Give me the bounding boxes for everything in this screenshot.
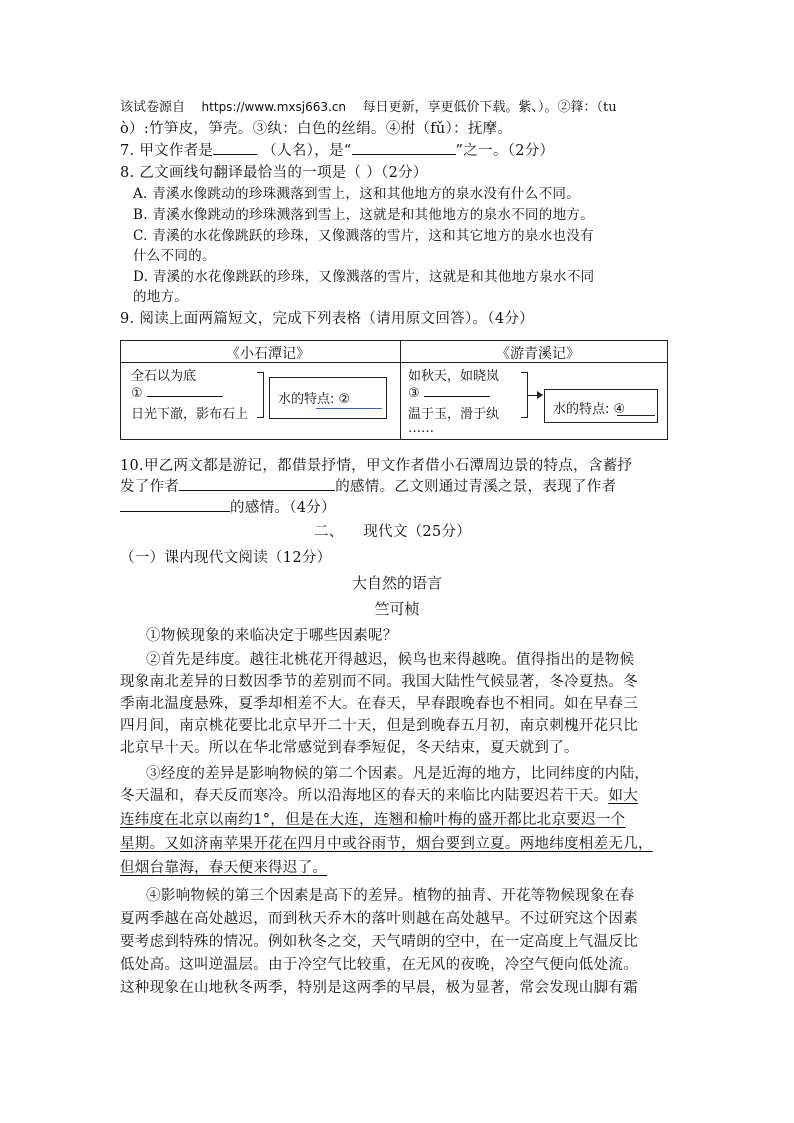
q7-part-c: ”之一。（2分） bbox=[455, 143, 555, 159]
article-title: 大自然的语言 bbox=[351, 574, 442, 592]
question-8-stem: 8. 乙文画线句翻译最恰当的一项是（ ）（2分） bbox=[120, 165, 428, 181]
article-author: 竺可桢 bbox=[374, 600, 420, 618]
table-divider bbox=[400, 341, 401, 439]
paragraph-4-line-4: 低处高。这叫逆温层。由于冷空气比较重，在无风的夜晚，冷空气便向低处流。 bbox=[120, 957, 638, 973]
q8-option-a[interactable]: A. 青溪水像跳动的珍珠溅落到雪上，这和其他地方的泉水没有什么不同。 bbox=[133, 186, 581, 202]
table-header-right: 《游青溪记》 bbox=[496, 346, 580, 362]
right-item-1: 如秋天，如晓岚 bbox=[408, 369, 500, 384]
q8-option-d-cont: 的地方。 bbox=[133, 289, 189, 305]
q8-option-c[interactable]: C. 青溪的水花像跳跃的珍珠，又像溅落的雪片，这和其它地方的泉水也没有 bbox=[133, 228, 594, 244]
paragraph-2-line-2: 现象南北差异的日数因季节的差别而不同。我国大陆性气候显著，冬冷夏热。冬 bbox=[120, 674, 638, 690]
q7-part-a: 7. 甲文作者是 bbox=[120, 143, 214, 159]
q7-part-b: （人名），是“ bbox=[262, 143, 352, 159]
q10-text-b: 的感情。乙文则通过青溪之景，表现了作者 bbox=[335, 479, 617, 495]
question-10-line3 bbox=[120, 496, 336, 517]
p3-plain: 冬天温和，春天反而寒冷。所以沿海地区的春天的来临比内陆要迟若干天。 bbox=[120, 788, 609, 804]
table-header-left: 《小石潭记》 bbox=[226, 346, 310, 362]
section-heading: 二、 现代文（25分） bbox=[314, 524, 472, 540]
source-prefix: 该试卷源自 bbox=[120, 100, 186, 115]
source-note: 每日更新，享更低价下载。紫、）。②箨：（tu bbox=[362, 100, 617, 115]
question-7 bbox=[120, 139, 554, 160]
question-9-stem: 9. 阅读上面两篇短文，完成下列表格（请用原文回答）。（4分） bbox=[120, 311, 534, 327]
q8-option-d[interactable]: D. 青溪的水花像跳跃的珍珠，又像溅落的雪片，这就是和其他地方泉水不同 bbox=[133, 269, 595, 285]
blank-3[interactable] bbox=[424, 384, 490, 397]
paragraph-2-line-4: 四月间，南京桃花要比北京早开二十天，但是到晚春五月初，南京刺槐开花只比 bbox=[120, 718, 638, 734]
right-answer-box bbox=[544, 389, 658, 423]
paragraph-2-line-3: 季南北温度悬殊，夏季却相差不大。在春天，早春跟晚春也不相同。如在早春三 bbox=[120, 696, 638, 712]
p3-underlined-start: 如大 bbox=[608, 788, 639, 804]
paragraph-2-line-1: ②首先是纬度。越往北桃花开得越迟，候鸟也来得越晚。值得指出的是物候 bbox=[146, 652, 635, 668]
q7-blank-name[interactable] bbox=[213, 140, 257, 155]
table-header-rule bbox=[121, 362, 667, 363]
left-answer-box bbox=[269, 377, 387, 419]
paragraph-4-line-5: 这种现象在山地秋冬两季，特别是这两季的早晨，极为显著，常会发现山脚有霜 bbox=[120, 980, 638, 996]
source-url[interactable]: https://www.mxsj663.cn bbox=[201, 100, 347, 114]
q10-blank-2[interactable] bbox=[120, 497, 230, 512]
paragraph-1: ①物候现象的来临决定于哪些因素呢？ bbox=[146, 628, 398, 644]
q8-option-c-cont: 什么不同的。 bbox=[133, 248, 216, 264]
question-10-line2 bbox=[120, 475, 616, 496]
left-item-2: ① bbox=[131, 384, 223, 401]
paragraph-3-line-2 bbox=[120, 784, 638, 805]
right-box-label: 水的特点: ④ bbox=[553, 402, 626, 417]
left-bracket bbox=[257, 372, 264, 418]
blank-4[interactable] bbox=[617, 415, 655, 416]
paragraph-4-line-1: ④影响物候的第三个因素是高下的差异。植物的抽青、开花等物候现象在春 bbox=[146, 888, 635, 904]
paragraph-3-line-1: ③经度的差异是影响物候的第二个因素。凡是近海的地方，比同纬度的内陆， bbox=[146, 766, 650, 782]
paragraph-2-line-5: 北京早十天。所以在华北常感觉到春季短促，冬天结束，夏天就到了。 bbox=[120, 740, 579, 756]
q8-option-b[interactable]: B. 青溪水像跳动的珍珠溅落到雪上，这就是和其他地方的泉水不同的地方。 bbox=[133, 207, 595, 223]
paragraph-4-line-3: 要考虑到特殊的情况。例如秋冬之交，天气晴朗的空中，在一定高度上气温反比 bbox=[120, 934, 638, 950]
left-item-3: 日光下澈，影布石上 bbox=[131, 407, 249, 422]
blank-1[interactable] bbox=[147, 384, 223, 397]
paragraph-3-underlined-line-2: 星期。又如济南苹果开花在四月中或谷雨节，烟台要到立夏。两地纬度相差无几， bbox=[120, 836, 653, 852]
source-header bbox=[120, 96, 617, 115]
q10-blank-1[interactable] bbox=[179, 476, 335, 491]
q7-blank-group[interactable] bbox=[352, 140, 456, 155]
right-arrow bbox=[528, 395, 542, 396]
subsection-heading: （一）课内现代文阅读（12分） bbox=[120, 550, 332, 566]
question-10-line1: 10.甲乙两文都是游记，都借景抒情，甲文作者借小石潭周边景的特点，含蓄抒 bbox=[120, 458, 633, 474]
q10-text-c: 的感情。（4分） bbox=[230, 500, 336, 516]
blank-2[interactable] bbox=[316, 408, 382, 409]
right-item-3: 温于玉，滑于纨 bbox=[408, 407, 500, 422]
right-item-4: …… bbox=[408, 421, 434, 436]
left-item-1: 全石以为底 bbox=[131, 369, 197, 384]
paragraph-4-line-2: 夏两季越在高处越迟，而到秋天乔木的落叶则越在高处越早。不过研究这个因素 bbox=[120, 911, 638, 927]
notes-line: ò）:竹笋皮，笋壳。③纨：白色的丝绢。④拊（fǔ）：抚摩。 bbox=[120, 121, 513, 137]
paragraph-3-underlined-line-1: 连纬度在北京以南约1°，但是在大连，连翘和榆叶梅的盛开都比北京要迟一个 bbox=[120, 812, 626, 828]
q10-text-a: 发了作者 bbox=[120, 479, 180, 495]
right-bracket bbox=[521, 372, 528, 418]
right-item-2: ③ bbox=[408, 384, 490, 401]
comparison-table bbox=[120, 340, 668, 440]
paragraph-3-underlined-line-3: 但烟台靠海，春天便来得迟了。 bbox=[120, 860, 328, 876]
left-box-label: 水的特点: ② bbox=[278, 392, 351, 407]
